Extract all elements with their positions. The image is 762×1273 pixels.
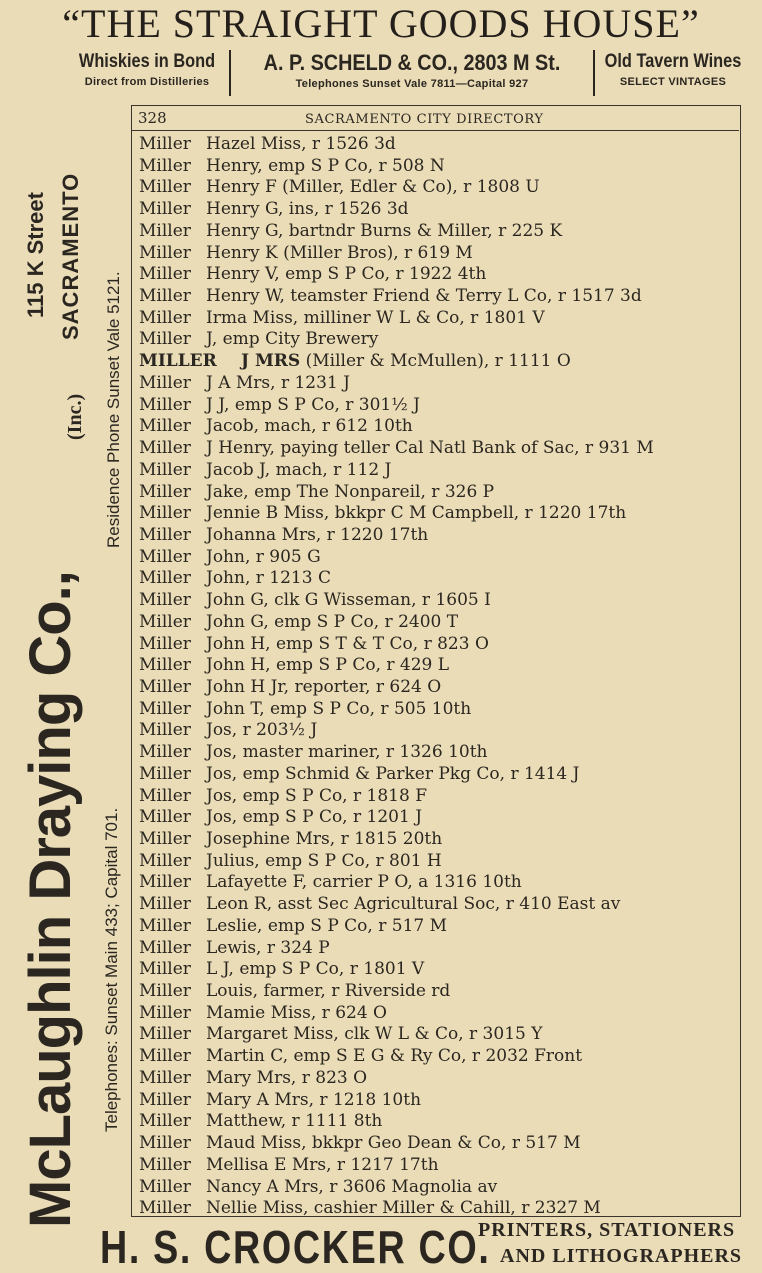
directory-entry [139, 199, 737, 221]
entry-surname: Miller [139, 850, 191, 871]
bottom-ad-tagline-1: PRINTERS, STATIONERS [478, 1219, 736, 1241]
top-ad-left-main: Whiskies in Bond [78, 51, 216, 72]
directory-entries [139, 134, 737, 1220]
directory-entry [139, 981, 737, 1003]
entry-text: John T, emp S P Co, r 505 10th [206, 698, 472, 719]
entry-text: Jennie B Miss, bkkpr C M Campbell, r 1220 17th [206, 503, 627, 524]
entry-surname: Miller [139, 155, 191, 176]
entry-surname: Miller [139, 394, 191, 415]
entry-text: John H Jr, reporter, r 624 O [206, 676, 442, 697]
left-ad-street: 115 K Street [23, 192, 48, 318]
entry-surname: Miller [139, 1067, 191, 1088]
directory-entry [139, 1133, 737, 1155]
entry-surname: Miller [139, 1198, 191, 1219]
directory-entry [139, 938, 737, 960]
entry-text: Jos, emp S P Co, r 1818 F [206, 785, 427, 806]
directory-entry [139, 438, 737, 460]
directory-entry [139, 482, 737, 504]
entry-text: John G, clk G Wisseman, r 1605 I [206, 590, 491, 611]
directory-entry [139, 634, 737, 656]
entry-text: Mary A Mrs, r 1218 10th [206, 1089, 422, 1110]
entry-surname: Miller [139, 959, 191, 980]
entry-surname: Miller [139, 416, 191, 437]
header-divider [131, 130, 739, 131]
directory-entry [139, 959, 737, 981]
entry-surname: Miller [139, 177, 191, 198]
entry-text: John G, emp S P Co, r 2400 T [206, 611, 459, 632]
directory-entry [139, 1068, 737, 1090]
entry-surname: Miller [139, 720, 191, 741]
left-ad-inc: (Inc.) [64, 393, 86, 440]
entry-surname: Miller [139, 459, 191, 480]
entry-surname: Miller [139, 199, 191, 220]
entry-text: Jacob J, mach, r 112 J [206, 459, 392, 480]
entry-text: Louis, farmer, r Riverside rd [206, 981, 451, 1002]
entry-surname: Miller [139, 937, 191, 958]
entry-text: Lewis, r 324 P [206, 937, 330, 958]
entry-text: Irma Miss, milliner W L & Co, r 1801 V [206, 307, 545, 328]
entry-text: Henry K (Miller Bros), r 619 M [206, 242, 473, 263]
top-ad-left [66, 50, 228, 96]
directory-entry [139, 525, 737, 547]
entry-text: Henry W, teamster Friend & Terry L Co, r 1517 3d [206, 286, 642, 307]
entry-surname: Miller [139, 742, 191, 763]
entry-text: John H, emp S P Co, r 429 L [206, 655, 450, 676]
left-ad-city: SACRAMENTO [58, 172, 83, 340]
entry-surname: Miller [139, 590, 191, 611]
entry-surname: Miller [139, 286, 191, 307]
entry-text: Jos, master mariner, r 1326 10th [206, 742, 488, 763]
entry-text: Mellisa E Mrs, r 1217 17th [206, 1154, 439, 1175]
entry-text: Josephine Mrs, r 1815 20th [206, 829, 443, 849]
entry-text: Henry V, emp S P Co, r 1922 4th [206, 264, 487, 285]
entry-text: Hazel Miss, r 1526 3d [206, 134, 396, 154]
entry-text: Matthew, r 1111 8th [206, 1111, 383, 1132]
entry-surname: Miller [139, 329, 191, 350]
entry-text: Leslie, emp S P Co, r 517 M [206, 915, 448, 936]
entry-surname: Miller [139, 655, 191, 676]
entry-surname: Miller [139, 568, 191, 589]
directory-entry [139, 243, 737, 265]
directory-entry [139, 786, 737, 808]
entry-text: Nancy A Mrs, r 3606 Magnolia av [206, 1176, 498, 1197]
directory-entry [139, 916, 737, 938]
entry-text: (Miller & McMullen), r 1111 O [305, 351, 571, 372]
directory-entry [139, 720, 737, 742]
entry-text: John, r 1213 C [206, 568, 331, 589]
entry-text: Henry F (Miller, Edler & Co), r 1808 U [206, 177, 540, 198]
entry-text: Nellie Miss, cashier Miller & Cahill, r 2327 M [206, 1198, 601, 1219]
top-ad-slogan: “THE STRAIGHT GOODS HOUSE” [62, 1, 700, 46]
entry-surname: Miller [139, 524, 191, 545]
directory-entry [139, 547, 737, 569]
entry-surname: Miller [139, 438, 191, 459]
top-ad-right-sub: SELECT VINTAGES [619, 76, 727, 88]
entry-surname: Miller [139, 1154, 191, 1175]
entry-text: Jake, emp The Nonpareil, r 326 P [206, 481, 495, 502]
top-ad-right [593, 50, 753, 96]
entry-text: Mamie Miss, r 624 O [206, 1002, 387, 1023]
directory-entry [139, 1111, 737, 1133]
directory-entry [139, 1177, 737, 1199]
entry-surname: Miller [139, 633, 191, 654]
entry-bold-name: J MRS [241, 351, 301, 372]
entry-text: Martin C, emp S E G & Ry Co, r 2032 Front [206, 1046, 583, 1067]
top-ad-center-sub: Telephones Sunset Vale 7811—Capital 927 [295, 78, 529, 90]
entry-surname: Miller [139, 981, 191, 1002]
directory-entry [139, 1198, 737, 1220]
entry-surname: Miller [139, 676, 191, 697]
directory-entry [139, 851, 737, 873]
directory-entry [139, 677, 737, 699]
directory-entry [139, 373, 737, 395]
left-ad-residence-phone: Residence Phone Sunset Vale 5121. [104, 271, 123, 548]
top-ad-right-main: Old Tavern Wines [604, 51, 742, 72]
entry-surname: Miller [139, 1133, 191, 1154]
entry-surname: Miller [139, 1089, 191, 1110]
directory-entry [139, 156, 737, 178]
directory-entry [139, 416, 737, 438]
entry-surname: Miller [139, 611, 191, 632]
entry-surname: Miller [139, 829, 191, 849]
top-ad-left-sub: Direct from Distilleries [84, 76, 210, 88]
entry-text: Margaret Miss, clk W L & Co, r 3015 Y [206, 1024, 543, 1045]
directory-entry-bold [139, 351, 737, 373]
entry-text: J A Mrs, r 1231 J [206, 372, 350, 393]
entry-text: Jos, emp Schmid & Parker Pkg Co, r 1414 J [206, 763, 580, 784]
entry-text: Henry G, ins, r 1526 3d [206, 199, 409, 220]
directory-entry [139, 612, 737, 634]
top-ad-center [229, 50, 595, 96]
directory-title: SACRAMENTO CITY DIRECTORY [305, 112, 544, 127]
top-ad-row [66, 50, 756, 96]
entry-surname: Miller [139, 1024, 191, 1045]
directory-entry [139, 894, 737, 916]
entry-text: Henry, emp S P Co, r 508 N [206, 155, 445, 176]
entry-text: Jacob, mach, r 612 10th [206, 416, 413, 437]
entry-surname: Miller [139, 1046, 191, 1067]
entry-surname: Miller [139, 915, 191, 936]
entry-text: L J, emp S P Co, r 1801 V [206, 959, 425, 980]
directory-entry [139, 460, 737, 482]
directory-entry [139, 699, 737, 721]
entry-text: Leon R, asst Sec Agricultural Soc, r 410 East av [206, 894, 621, 915]
bottom-ad-tagline-2: AND LITHOGRAPHERS [500, 1245, 743, 1267]
entry-text: Julius, emp S P Co, r 801 H [206, 850, 442, 871]
entry-text: J J, emp S P Co, r 301½ J [206, 394, 420, 415]
directory-entry [139, 264, 737, 286]
entry-surname: Miller [139, 220, 191, 241]
entry-text: Maud Miss, bkkpr Geo Dean & Co, r 517 M [206, 1133, 581, 1154]
entry-surname: Miller [139, 481, 191, 502]
entry-surname: Miller [139, 1176, 191, 1197]
entry-surname: Miller [139, 242, 191, 263]
entry-surname: Miller [139, 894, 191, 915]
entry-text: Lafayette F, carrier P O, a 1316 10th [206, 872, 522, 893]
directory-entry [139, 568, 737, 590]
entry-text: John, r 905 G [206, 546, 321, 567]
directory-entry [139, 742, 737, 764]
directory-entry [139, 829, 737, 851]
left-ad-company: McLaughlin Draying Co., [18, 571, 83, 1228]
directory-entry [139, 1090, 737, 1112]
entry-text: Johanna Mrs, r 1220 17th [206, 524, 429, 545]
directory-entry [139, 177, 737, 199]
entry-surname: Miller [139, 134, 191, 154]
entry-surname: Miller [139, 1002, 191, 1023]
entry-surname: Miller [139, 785, 191, 806]
entry-surname: Miller [139, 264, 191, 285]
directory-entry [139, 1024, 737, 1046]
entry-surname: Miller [139, 763, 191, 784]
directory-entry [139, 308, 737, 330]
entry-text: Henry G, bartndr Burns & Miller, r 225 K [206, 220, 563, 241]
entry-text: J Henry, paying teller Cal Natl Bank of Sac, r 931 M [206, 438, 654, 459]
entry-surname: Miller [139, 546, 191, 567]
entry-text: J, emp City Brewery [206, 329, 379, 350]
top-ad-center-main: A. P. SCHELD & CO., 2803 M St. [263, 50, 561, 75]
entry-text: John H, emp S T & T Co, r 823 O [206, 633, 489, 654]
entry-surname: Miller [139, 872, 191, 893]
directory-entry [139, 872, 737, 894]
entry-surname: Miller [139, 307, 191, 328]
directory-entry [139, 807, 737, 829]
directory-entry [139, 329, 737, 351]
directory-entry [139, 395, 737, 417]
entry-surname: Miller [139, 1111, 191, 1132]
directory-entry [139, 764, 737, 786]
directory-entry [139, 590, 737, 612]
entry-surname: Miller [139, 503, 191, 524]
entry-surname: Miller [139, 698, 191, 719]
directory-entry [139, 1003, 737, 1025]
entry-surname: Miller [139, 372, 191, 393]
directory-entry [139, 1046, 737, 1068]
directory-entry [139, 286, 737, 308]
entry-text: Jos, emp S P Co, r 1201 J [206, 807, 423, 828]
entry-surname: Miller [139, 807, 191, 828]
bottom-ad-company: H. S. CROCKER CO. [100, 1221, 491, 1273]
directory-entry [139, 655, 737, 677]
entry-text: Mary Mrs, r 823 O [206, 1067, 368, 1088]
directory-entry [139, 221, 737, 243]
directory-entry [139, 134, 737, 156]
entry-surname: MILLER [139, 351, 217, 372]
directory-entry [139, 1155, 737, 1177]
directory-entry [139, 503, 737, 525]
left-ad-phones: Telephones: Sunset Main 433; Capital 701. [102, 807, 121, 1132]
entry-text: Jos, r 203½ J [206, 720, 318, 741]
page-number: 328 [138, 109, 167, 127]
